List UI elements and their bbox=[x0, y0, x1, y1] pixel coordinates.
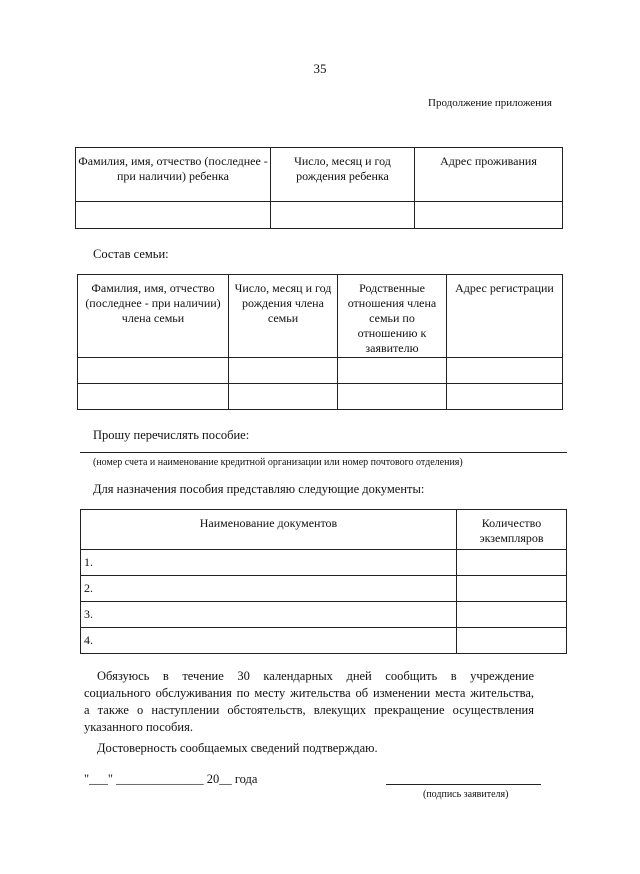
document-name-header: Наименование документов bbox=[81, 510, 457, 550]
member-1-name-cell[interactable] bbox=[78, 358, 229, 384]
date-line[interactable]: "___" ______________ 20__ года bbox=[84, 772, 258, 786]
member-2-birthdate-cell[interactable] bbox=[229, 384, 338, 410]
document-row-4-count[interactable] bbox=[457, 628, 567, 654]
obligation-line-1: Обязуюсь в течение 30 календарных дней сообщить в учреждение bbox=[97, 669, 534, 683]
obligation-paragraph bbox=[84, 668, 534, 736]
member-2-relation-cell[interactable] bbox=[338, 384, 447, 410]
member-birthdate-header: Число, месяц и год рождения члена семьи bbox=[229, 275, 338, 358]
member-2-address-cell[interactable] bbox=[447, 384, 563, 410]
child-birthdate-header: Число, месяц и год рождения ребенка bbox=[271, 148, 415, 202]
signature-line[interactable] bbox=[386, 784, 541, 785]
child-birthdate-cell[interactable] bbox=[271, 202, 415, 229]
document-row-1-name[interactable]: 1. bbox=[81, 550, 457, 576]
document-row-4-name[interactable]: 4. bbox=[81, 628, 457, 654]
payment-label: Прошу перечислять пособие: bbox=[93, 428, 250, 442]
continuation-label: Продолжение приложения bbox=[428, 97, 552, 109]
child-name-cell[interactable] bbox=[76, 202, 271, 229]
signature-hint: (подпись заявителя) bbox=[423, 789, 509, 800]
family-label: Состав семьи: bbox=[93, 247, 169, 261]
payment-hint: (номер счета и наименование кредитной организации или номер почтового отделения) bbox=[93, 457, 463, 468]
child-name-header: Фамилия, имя, отчество (последнее - при наличии) ребенка bbox=[76, 148, 271, 202]
payment-line[interactable] bbox=[80, 452, 567, 453]
family-table bbox=[77, 274, 563, 410]
obligation-line-2: социального обслуживания по месту жительства об изменении места жительства, bbox=[84, 686, 534, 700]
document-row-3-name[interactable]: 3. bbox=[81, 602, 457, 628]
member-1-birthdate-cell[interactable] bbox=[229, 358, 338, 384]
obligation-line-4: указанного пособия. bbox=[84, 720, 193, 734]
obligation-line-3: а также о наступлении обстоятельств, влекущих прекращение осуществления bbox=[84, 703, 534, 717]
documents-table bbox=[80, 509, 567, 654]
member-relation-header: Родственные отношения члена семьи по отношению к заявителю bbox=[338, 275, 447, 358]
page-number: 35 bbox=[313, 61, 327, 76]
document-row-1-count[interactable] bbox=[457, 550, 567, 576]
child-table bbox=[75, 147, 563, 229]
document-row-2-count[interactable] bbox=[457, 576, 567, 602]
member-1-address-cell[interactable] bbox=[447, 358, 563, 384]
document-row-2-name[interactable]: 2. bbox=[81, 576, 457, 602]
documents-label: Для назначения пособия представляю следующие документы: bbox=[93, 482, 425, 496]
member-1-relation-cell[interactable] bbox=[338, 358, 447, 384]
member-address-header: Адрес регистрации bbox=[447, 275, 563, 358]
confirm-statement: Достоверность сообщаемых сведений подтверждаю. bbox=[97, 741, 378, 755]
member-name-header: Фамилия, имя, отчество (последнее - при наличии) члена семьи bbox=[78, 275, 229, 358]
child-address-header: Адрес проживания bbox=[415, 148, 563, 202]
document-count-header: Количество экземпляров bbox=[457, 510, 567, 550]
member-2-name-cell[interactable] bbox=[78, 384, 229, 410]
document-row-3-count[interactable] bbox=[457, 602, 567, 628]
child-address-cell[interactable] bbox=[415, 202, 563, 229]
